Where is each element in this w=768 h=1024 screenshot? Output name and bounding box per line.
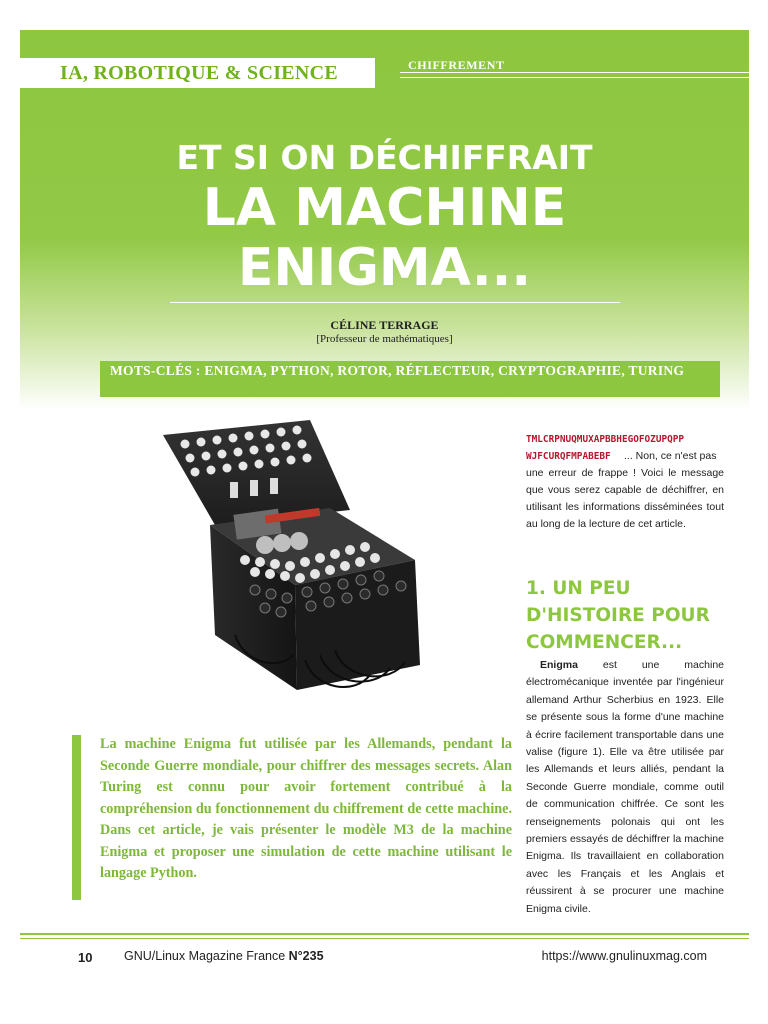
section-heading: 1. UN PEU D'HISTOIRE POUR COMMENCER... — [526, 578, 710, 653]
footer-rule-thick — [20, 933, 749, 935]
magazine-name — [124, 949, 324, 963]
enigma-machine-photo — [115, 400, 515, 705]
category-rule-top — [400, 72, 749, 73]
category-label: CHIFFREMENT — [408, 58, 505, 72]
author-role: [Professeur de mathématiques] — [316, 333, 453, 345]
article-title-line-2: LA MACHINE — [202, 178, 567, 238]
article-title-line-1: ET SI ON DÉCHIFFRAIT — [176, 138, 593, 177]
cipher-note-first: ... Non, ce n'est pas — [624, 450, 717, 462]
body-paragraph-text: est une machine électromécanique inventée par l'ingénieur allemand Arthur Scherbius en 1923. Elle se présente sous la forme d'une machine à écrire facilement transportable dans une valise (figure 1). Elle va être utilisée par les Allemands et leurs alliés, pendant la Seconde Guerre mondiale, comme outil de communication chiffrée. Ce sont les renseignements polonais qui ont les premiers essayés de déchiffrer la machine Enigma. Ils travaillaient en collaboration avec les Français et les Anglais et réussirent à se procurer une machine Enigma civile. — [526, 659, 724, 915]
author-name: CÉLINE TERRAGE — [330, 318, 439, 332]
magazine-url[interactable]: https://www.gnulinuxmag.com — [541, 949, 707, 963]
cipher-note: une erreur de frappe ! Voici le message que vous serez capable de déchiffrer, en utilisant les informations disséminées tout au long de la lecture de cet article. — [526, 467, 724, 530]
enigma-body — [210, 508, 420, 690]
category-rule-bottom — [400, 77, 749, 78]
intro-paragraph: La machine Enigma fut utilisée par les Allemands, pendant la Seconde Guerre mondiale, pour chiffrer des messages secrets. Alan Turing est connu pour avoir fortement contribué à la compréhension du fonctionnement du chiffrement de cette machine. Dans cet article, je vais présenter le modèle M3 de la machine Enigma et proposer une simulation de cette machine utilisant le langage Python. — [100, 736, 512, 881]
keywords-box — [100, 361, 720, 397]
magazine-issue: N°235 — [288, 949, 324, 963]
magazine-page — [20, 30, 749, 990]
footer-rule-thin — [20, 938, 749, 939]
cipher-line-2: WJFCURQFMPABEBF — [526, 451, 611, 462]
article-title-line-3: ENIGMA... — [237, 238, 532, 298]
body-lead-word: Enigma — [540, 659, 578, 671]
intro-accent-bar — [72, 735, 81, 900]
section-label: IA, ROBOTIQUE & SCIENCE — [60, 62, 339, 84]
magazine-title: GNU/Linux Magazine France — [124, 949, 289, 963]
body-paragraph — [526, 657, 724, 918]
author-divider — [170, 302, 620, 303]
keywords-text: MOTS-CLÉS : ENIGMA, PYTHON, ROTOR, RÉFLECTEUR, CRYPTOGRAPHIE, TURING — [110, 363, 685, 378]
page-number: 10 — [78, 950, 93, 965]
cipher-line-1: TMLCRPNUQMUXAPBBHEGOFOZUPQPP — [526, 434, 685, 445]
